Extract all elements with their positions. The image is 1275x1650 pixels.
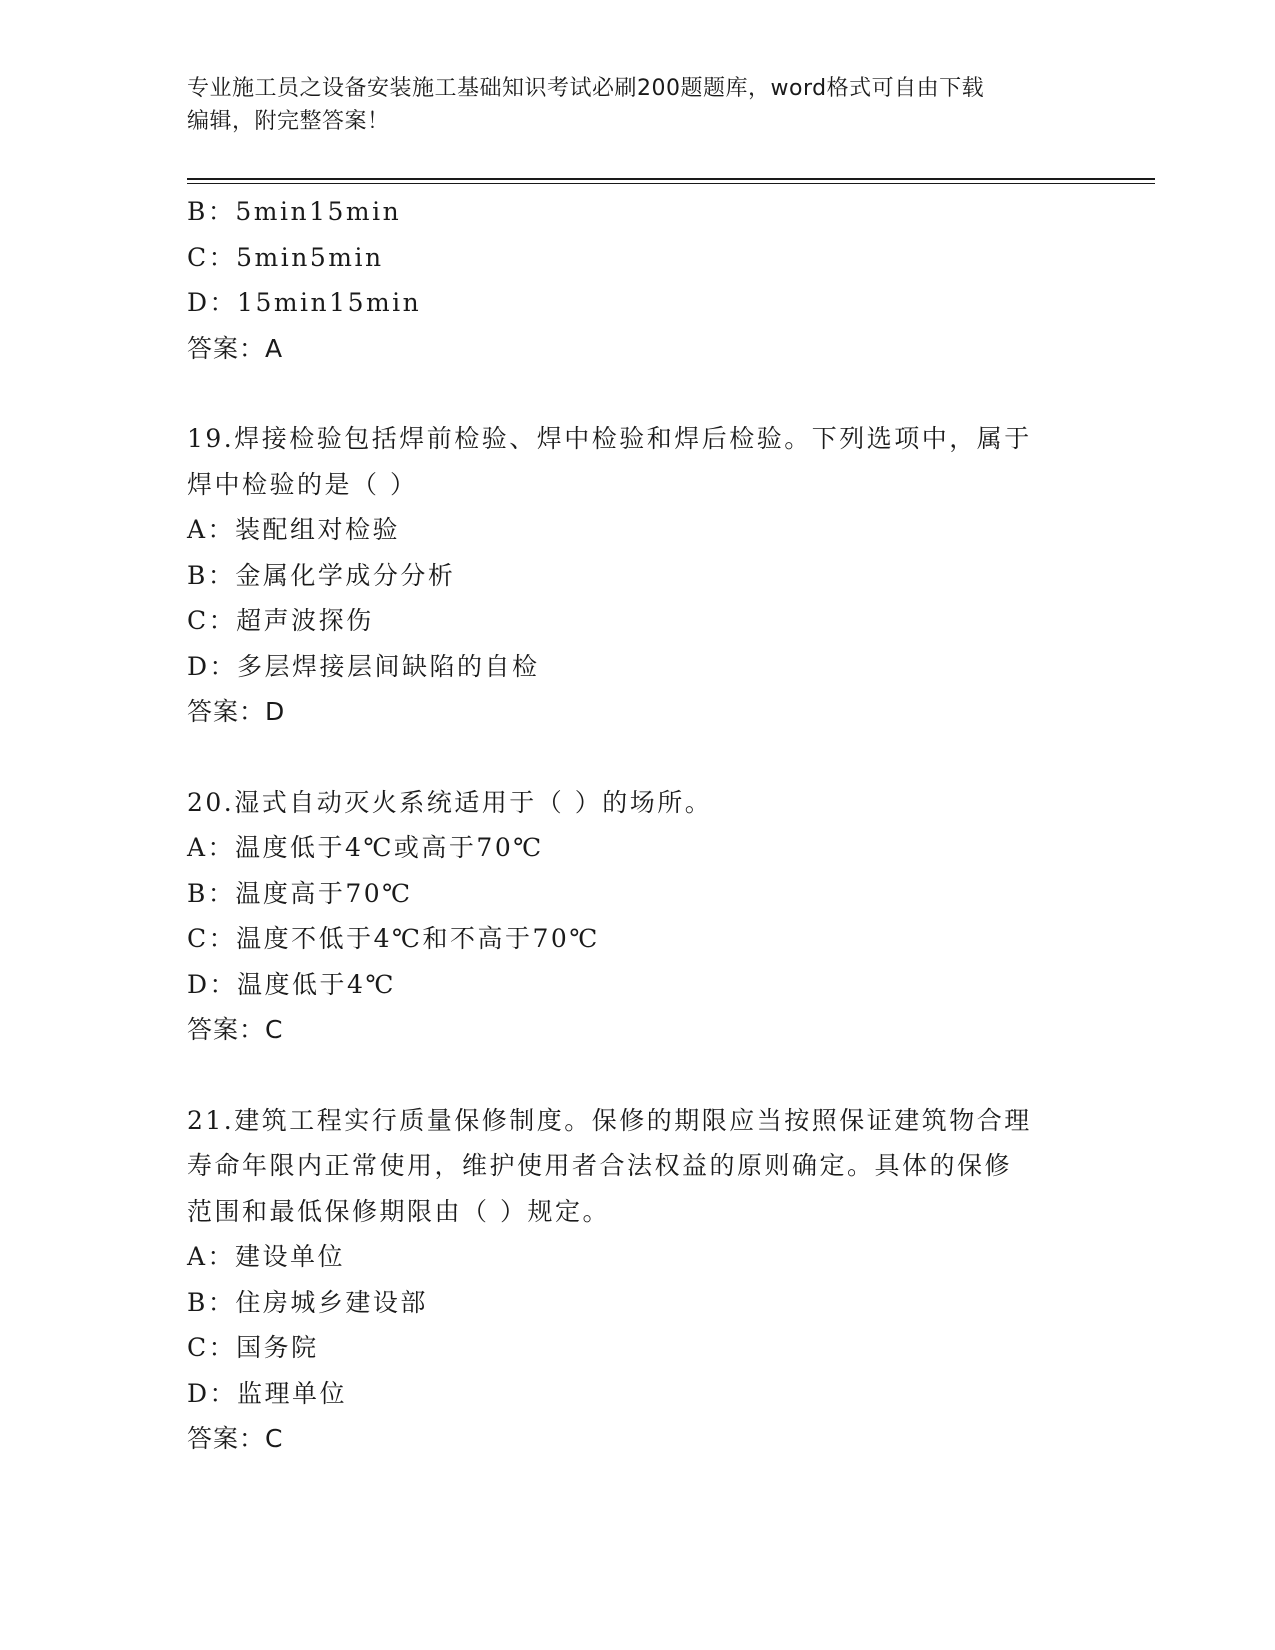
option-b: B：金属化学成分分析 [187,560,456,590]
option-b: B：5min15min [187,197,402,226]
option-c: C：超声波探伤 [187,606,374,635]
option-c: C：国务院 [187,1333,319,1362]
header-divider-thick [187,178,1155,180]
question-stem-line: 焊中检验的是（ ） [187,469,418,499]
option-b: B：温度高于70℃ [187,878,413,908]
question-stem-line: 范围和最低保修期限由（ ）规定。 [187,1196,610,1226]
option-b: B：住房城乡建设部 [187,1287,428,1317]
question-stem-line: 21.建筑工程实行质量保修制度。保修的期限应当按照保证建筑物合理 [187,1105,1032,1135]
question-19 [187,416,1087,735]
answer-line: 答案：C [187,1015,284,1044]
document-header [187,72,1067,138]
header-line-1: 专业施工员之设备安装施工基础知识考试必刷200题题库，word格式可自由下载 [187,76,985,101]
option-d: D：15min15min [187,288,422,317]
question-content [187,189,1087,1462]
option-d: D：多层焊接层间缺陷的自检 [187,651,540,681]
continued-question [187,189,1087,371]
option-c: C：5min5min [187,242,384,272]
question-21 [187,1098,1087,1462]
option-a: A：装配组对检验 [187,515,401,544]
option-a: A：建设单位 [187,1242,346,1271]
answer-line: 答案：A [187,333,284,363]
question-20 [187,780,1087,1053]
answer-line: 答案：D [187,697,286,726]
question-stem-line: 20.湿式自动灭火系统适用于（ ）的场所。 [187,787,713,817]
option-d: D：监理单位 [187,1378,348,1408]
option-c: C：温度不低于4℃和不高于70℃ [187,924,600,953]
question-stem-line: 19.焊接检验包括焊前检验、焊中检验和焊后检验。下列选项中，属于 [187,424,1032,453]
header-line-2: 编辑，附完整答案！ [187,109,390,134]
answer-line: 答案：C [187,1424,284,1453]
option-d: D：温度低于4℃ [187,969,396,999]
header-divider-thin [187,183,1155,184]
option-a: A：温度低于4℃或高于70℃ [187,833,544,862]
question-stem-line: 寿命年限内正常使用，维护使用者合法权益的原则确定。具体的保修 [187,1151,1013,1180]
